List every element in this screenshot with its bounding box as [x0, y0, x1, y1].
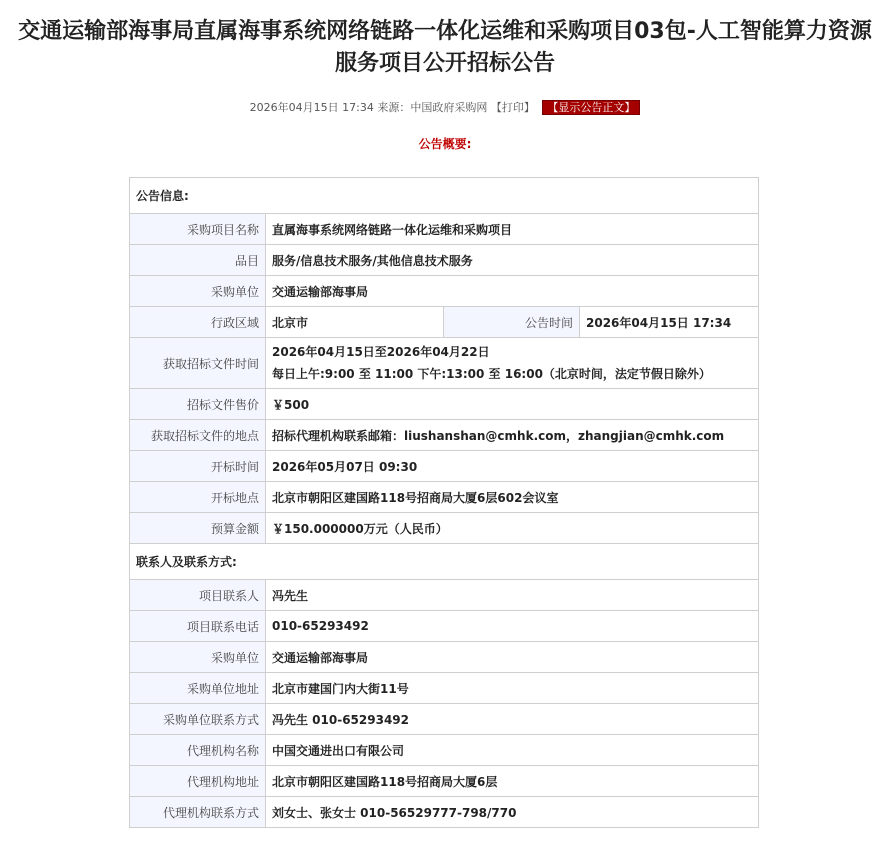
table-row	[130, 513, 759, 544]
purchaser-label: 采购单位	[130, 276, 266, 307]
table-row	[130, 766, 759, 797]
table-row	[130, 482, 759, 513]
section-contacts: 联系人及联系方式:	[130, 544, 759, 580]
table-row	[130, 307, 759, 338]
agency-contact-label: 代理机构联系方式	[130, 797, 266, 828]
source-label: 来源：	[377, 101, 411, 114]
agency-name-label: 代理机构名称	[130, 735, 266, 766]
table-row	[130, 420, 759, 451]
table-row	[130, 797, 759, 828]
purchaser-address-label: 采购单位地址	[130, 673, 266, 704]
agency-contact-value: 刘女士、张女士 010-56529777-798/770	[266, 797, 759, 828]
doc-price-label: 招标文件售价	[130, 389, 266, 420]
region-label: 行政区域	[130, 307, 266, 338]
summary-heading: 公告概要:	[418, 137, 472, 151]
doc-time-hours: 每日上午:9:00 至 11:00 下午:13:00 至 16:00（北京时间，法定节假日除外）	[272, 367, 711, 381]
purchaser-value: 交通运输部海事局	[266, 276, 759, 307]
open-place-value: 北京市朝阳区建国路118号招商局大厦6层602会议室	[266, 482, 759, 513]
contact-purchaser-label: 采购单位	[130, 642, 266, 673]
contact-purchaser-value: 交通运输部海事局	[266, 642, 759, 673]
budget-value: ￥150.000000万元（人民币）	[266, 513, 759, 544]
table-row	[130, 451, 759, 482]
open-time-value: 2026年05月07日 09:30	[266, 451, 759, 482]
project-name-value: 直属海事系统网络链路一体化运维和采购项目	[266, 214, 759, 245]
source-name: 中国政府采购网	[410, 101, 488, 114]
open-time-label: 开标时间	[130, 451, 266, 482]
table-row	[130, 673, 759, 704]
notice-summary-table	[129, 177, 759, 828]
agency-address-value: 北京市朝阳区建国路118号招商局大厦6层	[266, 766, 759, 797]
page-title: 交通运输部海事局直属海事系统网络链路一体化运维和采购项目03包-人工智能算力资源服务项目公开招标公告	[18, 19, 872, 76]
notice-meta	[0, 100, 890, 115]
project-phone-label: 项目联系电话	[130, 611, 266, 642]
doc-place-label: 获取招标文件的地点	[130, 420, 266, 451]
publish-time-label: 公告时间	[444, 307, 580, 338]
doc-price-value: ￥500	[266, 389, 759, 420]
table-row	[130, 704, 759, 735]
agency-name-value: 中国交通进出口有限公司	[266, 735, 759, 766]
table-row	[130, 276, 759, 307]
category-value: 服务/信息技术服务/其他信息技术服务	[266, 245, 759, 276]
table-row	[130, 389, 759, 420]
region-value: 北京市	[266, 307, 444, 338]
show-notice-button[interactable]: 【显示公告正文】	[542, 100, 640, 115]
open-place-label: 开标地点	[130, 482, 266, 513]
table-row	[130, 735, 759, 766]
table-row	[130, 338, 759, 389]
doc-time-dates: 2026年04月15日至2026年04月22日	[272, 345, 490, 359]
doc-time-value	[266, 338, 759, 389]
purchaser-contact-label: 采购单位联系方式	[130, 704, 266, 735]
agency-address-label: 代理机构地址	[130, 766, 266, 797]
table-row	[130, 214, 759, 245]
publish-date: 2026年04月15日 17:34	[249, 101, 374, 114]
project-contact-value: 冯先生	[266, 580, 759, 611]
doc-place-value: 招标代理机构联系邮箱：liushanshan@cmhk.com，zhangjian@cmhk.com	[266, 420, 759, 451]
table-row	[130, 580, 759, 611]
budget-label: 预算金额	[130, 513, 266, 544]
purchaser-address-value: 北京市建国门内大街11号	[266, 673, 759, 704]
print-link[interactable]: 【打印】	[490, 101, 535, 114]
section-notice-info: 公告信息:	[130, 178, 759, 214]
category-label: 品目	[130, 245, 266, 276]
table-row	[130, 642, 759, 673]
purchaser-contact-value: 冯先生 010-65293492	[266, 704, 759, 735]
project-contact-label: 项目联系人	[130, 580, 266, 611]
project-phone-value: 010-65293492	[266, 611, 759, 642]
table-row	[130, 611, 759, 642]
doc-time-label: 获取招标文件时间	[130, 338, 266, 389]
table-row	[130, 245, 759, 276]
project-name-label: 采购项目名称	[130, 214, 266, 245]
publish-time-value: 2026年04月15日 17:34	[580, 307, 759, 338]
